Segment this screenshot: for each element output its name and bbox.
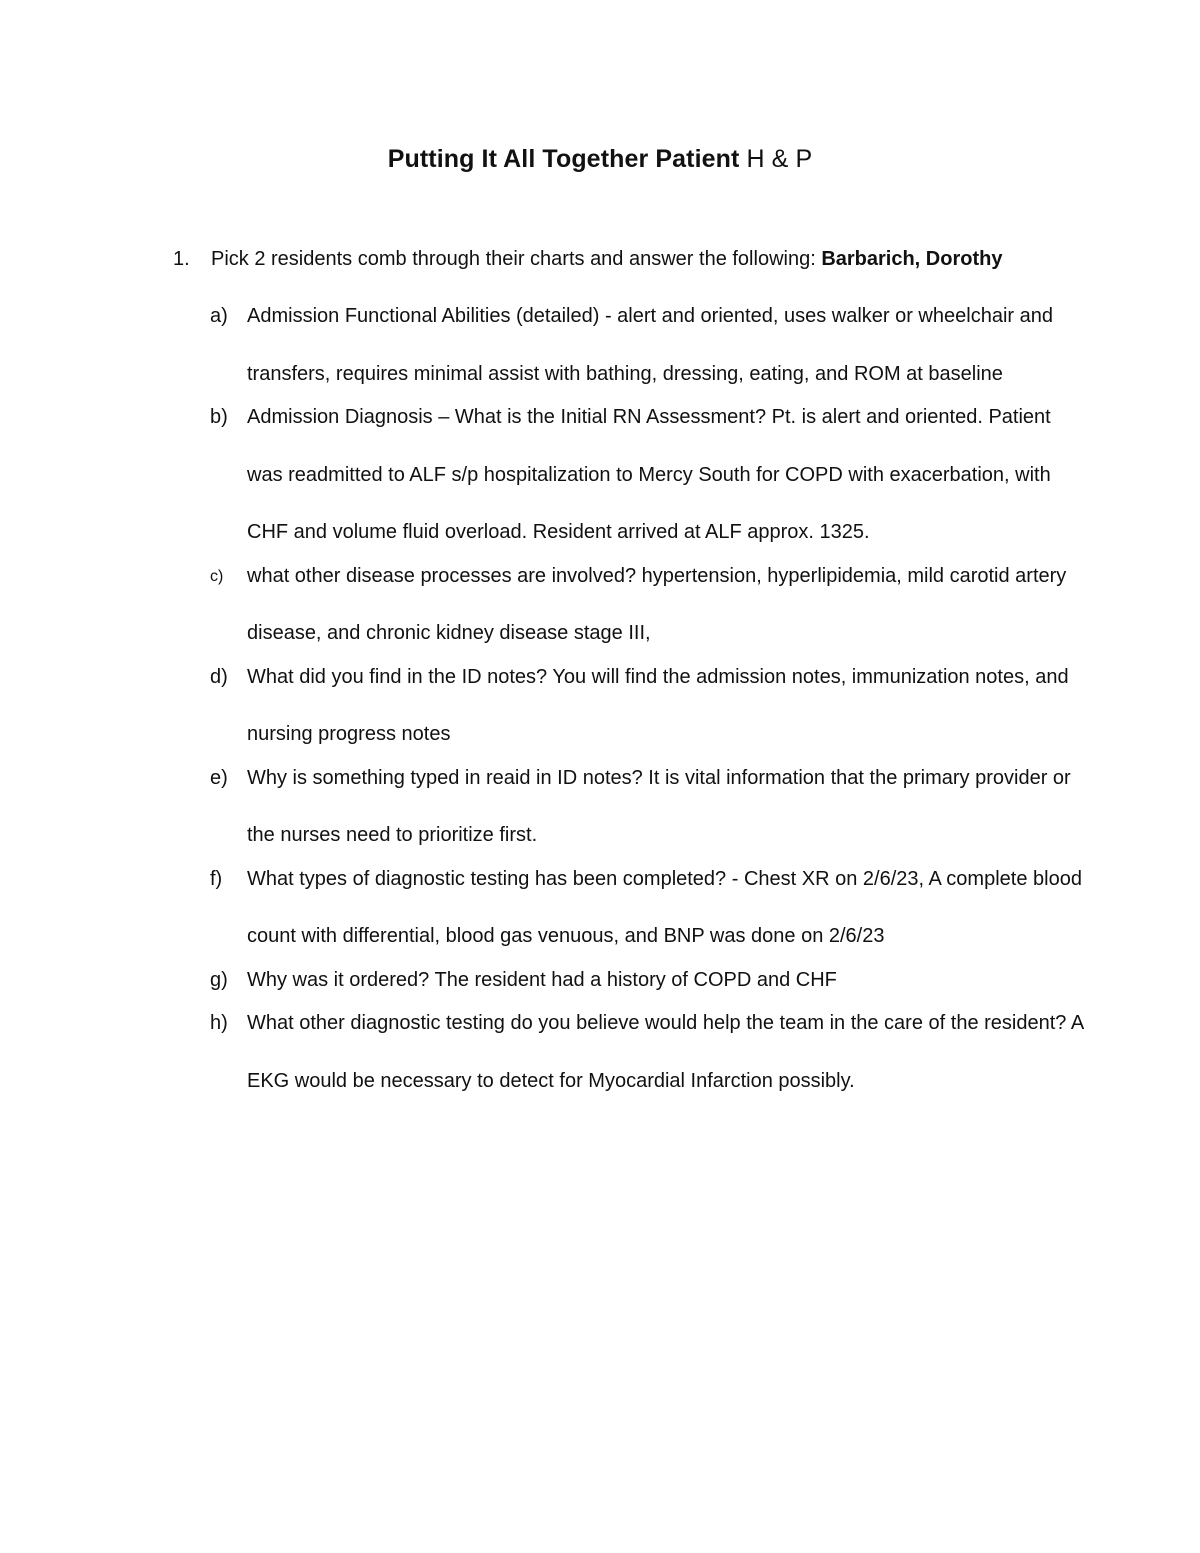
list-item-f [210,851,1090,966]
list-item-a [210,288,1090,403]
list-marker: f) [210,867,223,890]
list-marker: g) [210,968,228,991]
list-item-text: What types of diagnostic testing has been completed? - Chest XR on 2/6/23, A complete blood count with differential, blood gas venuous, and BNP was done on 2/6/23 [247,867,1082,947]
list-item-d [210,649,1090,764]
list-marker: a) [210,305,228,327]
list-marker: h) [210,1012,228,1034]
list-item-text: Admission Diagnosis – What is the Initial RN Assessment? Pt. is alert and oriented. Patient was readmitted to ALF s/p hospitalization to Mercy South for COPD with exacerbation, with CHF and volume fluid overload. Resident arrived at ALF approx. 1325. [247,406,1051,543]
list-item-text: What other diagnostic testing do you believe would help the team in the care of the resident? A EKG would be necessary to detect for Myocardial Infarction possibly. [247,1012,1084,1092]
list-marker: c) [210,567,224,585]
question-number: 1. [173,248,190,270]
list-item-text: What did you find in the ID notes? You will find the admission notes, immunization notes, and nursing progress notes [247,665,1069,745]
list-marker: d) [210,665,228,688]
list-item-e [210,750,1090,865]
list-marker: b) [210,406,228,428]
list-item-text: Why was it ordered? The resident had a history of COPD and CHF [247,968,837,991]
list-item-text: Why is something typed in reaid in ID notes? It is vital information that the primary provider or the nurses need to prioritize first. [247,766,1071,846]
list-item-text: Admission Functional Abilities (detailed) - alert and oriented, uses walker or wheelchair and transfers, requires minimal assist with bathing, dressing, eating, and ROM at baseline [247,305,1053,385]
answer-list [210,302,1090,1110]
list-item-c [210,548,1090,663]
list-marker: e) [210,766,228,789]
title-rest-text: H & P [739,145,813,173]
page-title [0,145,1200,174]
list-item-h [210,995,1090,1110]
question-text [211,245,1002,273]
question-prompt: Pick 2 residents comb through their charts and answer the following: [211,248,822,270]
list-item-text: what other disease processes are involved? hypertension, hyperlipidemia, mild carotid artery disease, and chronic kidney disease stage III, [247,564,1067,644]
list-item-b [210,389,1090,562]
patient-name: Barbarich, Dorothy [821,248,1003,270]
title-bold-text: Putting It All Together Patient [387,145,740,173]
